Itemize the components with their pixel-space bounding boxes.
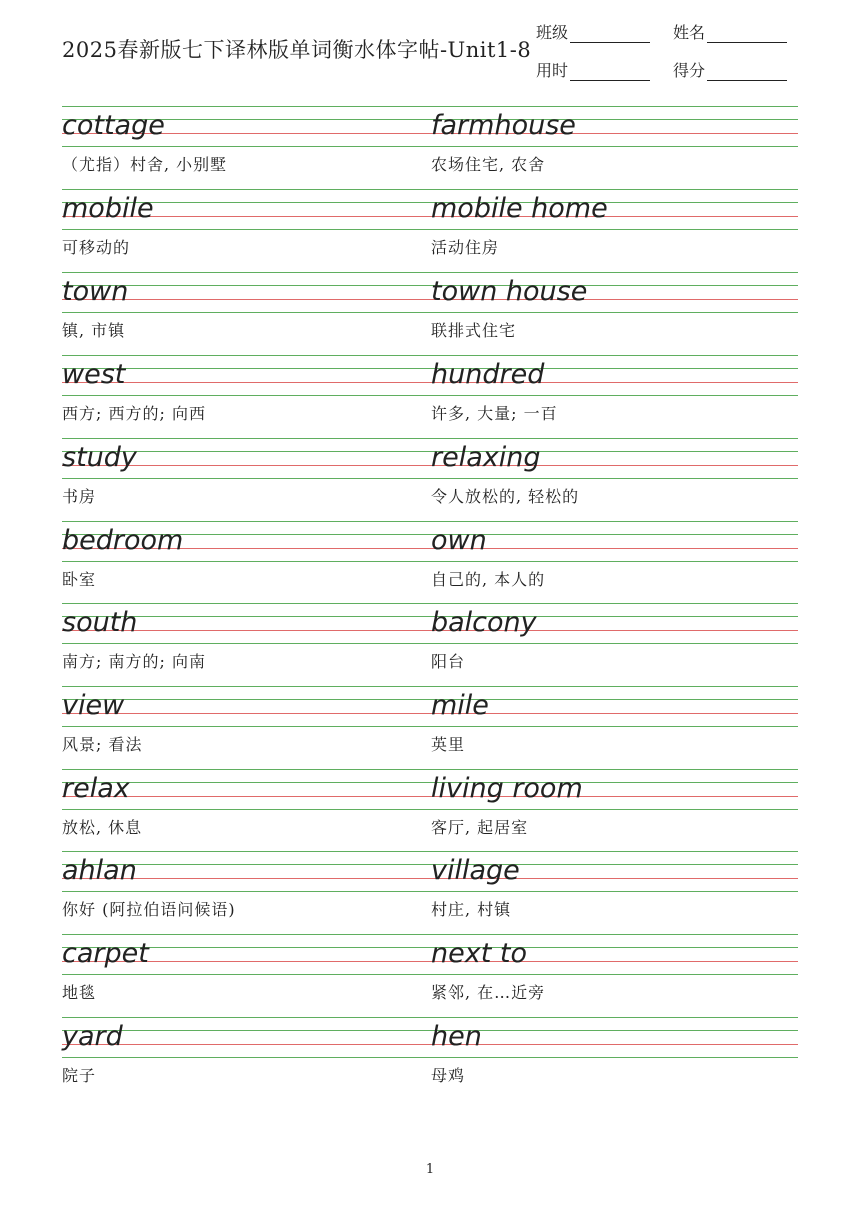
meaning-left: 风景; 看法 [62,735,143,754]
vocab-row [62,272,798,355]
meaning-left: （尤指）村舍, 小别墅 [62,155,228,174]
word-right: village [431,855,520,886]
score-field [673,58,787,81]
page-title: 2025春新版七下译林版单词衡水体字帖-Unit1-8 [62,38,532,62]
meaning-left: 南方; 南方的; 向南 [62,652,206,671]
meaning-right: 英里 [431,735,466,754]
meaning-right: 自己的, 本人的 [431,570,546,589]
time-field [536,58,650,81]
word-right: relaxing [431,442,541,473]
vocab-row [62,1017,798,1100]
name-blank[interactable] [707,28,787,43]
class-label: 班级 [536,23,569,42]
vocab-row [62,355,798,438]
meaning-right: 联排式住宅 [431,321,517,340]
vocab-row [62,769,798,852]
word-right: hundred [431,359,545,390]
meaning-left: 书房 [62,487,97,506]
vocab-row [62,851,798,934]
meaning-left: 地毯 [62,983,97,1002]
meaning-right: 紧邻, 在…近旁 [431,983,546,1002]
meaning-right: 阳台 [431,652,466,671]
word-left: south [62,607,138,638]
meaning-left: 西方; 西方的; 向西 [62,404,206,423]
vocab-row [62,521,798,604]
word-right: mobile home [431,193,608,224]
score-blank[interactable] [707,66,787,81]
vocab-row [62,106,798,189]
word-left: west [62,359,126,390]
meaning-left: 院子 [62,1066,97,1085]
meaning-right: 村庄, 村镇 [431,900,512,919]
word-right: farmhouse [431,110,576,141]
word-left: bedroom [62,525,184,556]
meaning-left: 你好 (阿拉伯语问候语) [62,900,236,919]
vocab-row [62,686,798,769]
meaning-left: 镇, 市镇 [62,321,126,340]
page-number: 1 [425,1162,435,1177]
score-label: 得分 [673,61,706,80]
word-left: cottage [62,110,165,141]
word-right: balcony [431,607,537,638]
word-left: yard [62,1021,123,1052]
word-left: town [62,276,129,307]
vocab-row [62,603,798,686]
time-label: 用时 [536,61,569,80]
word-left: mobile [62,193,154,224]
word-left: ahlan [62,855,137,886]
class-field [536,20,650,43]
time-blank[interactable] [570,66,650,81]
meaning-right: 许多, 大量; 一百 [431,404,558,423]
word-left: view [62,690,125,721]
word-right: next to [431,938,527,969]
meaning-right: 活动住房 [431,238,500,257]
name-label: 姓名 [673,23,706,42]
word-right: living room [431,773,583,804]
word-left: relax [62,773,130,804]
vocab-row [62,934,798,1017]
meaning-left: 卧室 [62,570,97,589]
word-right: mile [431,690,489,721]
vocab-row [62,438,798,521]
meaning-left: 可移动的 [62,238,131,257]
meaning-right: 母鸡 [431,1066,466,1085]
word-right: hen [431,1021,482,1052]
word-right: own [431,525,487,556]
word-left: study [62,442,137,473]
word-left: carpet [62,938,149,969]
meaning-right: 令人放松的, 轻松的 [431,487,580,506]
meaning-right: 客厅, 起居室 [431,818,529,837]
vocab-row [62,189,798,272]
name-field [673,20,787,43]
word-right: town house [431,276,588,307]
meaning-right: 农场住宅, 农舍 [431,155,546,174]
meaning-left: 放松, 休息 [62,818,143,837]
class-blank[interactable] [570,28,650,43]
